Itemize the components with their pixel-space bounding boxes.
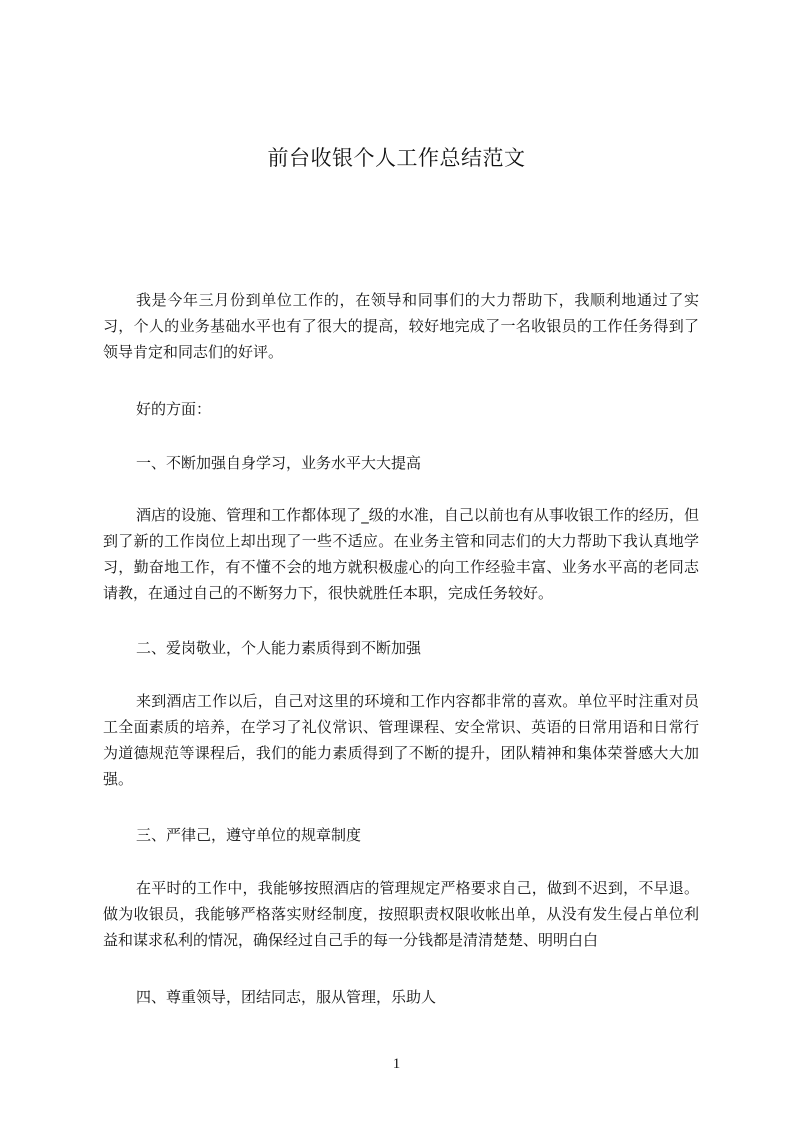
good-aspects-label: 好的方面：	[136, 400, 212, 418]
page-number: 1	[392, 1056, 401, 1072]
section-heading-2: 二、爱岗敬业，个人能力素质得到不断加强	[136, 639, 422, 657]
section-heading-3: 三、严律己，遵守单位的规章制度	[136, 826, 362, 844]
section-body-1: 酒店的设施、管理和工作都体现了_级的水准，自己以前也有从事收银工作的经历，但到了新的工作岗位上却出现了一些不适应。在业务主管和同志们的大力帮助下我认真地学习，勤奋地工作，有不懂不会的地方就积极虚心的向工作经验丰富、业务水平高的老同志请教，在通过自己的不断努力下，很快就胜任本职，完成任务较好。	[103, 506, 699, 602]
intro-paragraph: 我是今年三月份到单位工作的，在领导和同事们的大力帮助下，我顺利地通过了实习，个人的业务基础水平也有了很大的提高，较好地完成了一名收银员的工作任务得到了领导肯定和同志们的好评。	[103, 291, 699, 361]
section-body-2: 来到酒店工作以后，自己对这里的环境和工作内容都非常的喜欢。单位平时注重对员工全面素质的培养，在学习了礼仪常识、管理课程、安全常识、英语的日常用语和日常行为道德规范等课程后，我们的能力素质得到了不断的提升，团队精神和集体荣誉感大大加强。	[103, 692, 699, 788]
section-heading-1: 一、不断加强自身学习，业务水平大大提高	[136, 454, 422, 472]
section-heading-4: 四、尊重领导，团结同志，服从管理，乐助人	[136, 988, 437, 1006]
section-body-3: 在平时的工作中，我能够按照酒店的管理规定严格要求自己，做到不迟到，不早退。做为收银员，我能够严格落实财经制度，按照职责权限收帐出单，从没有发生侵占单位利益和谋求私利的情况，确保经过自己手的每一分钱都是清清楚楚、明明白白	[103, 879, 699, 949]
document-title: 前台收银个人工作总结范文	[267, 146, 526, 170]
